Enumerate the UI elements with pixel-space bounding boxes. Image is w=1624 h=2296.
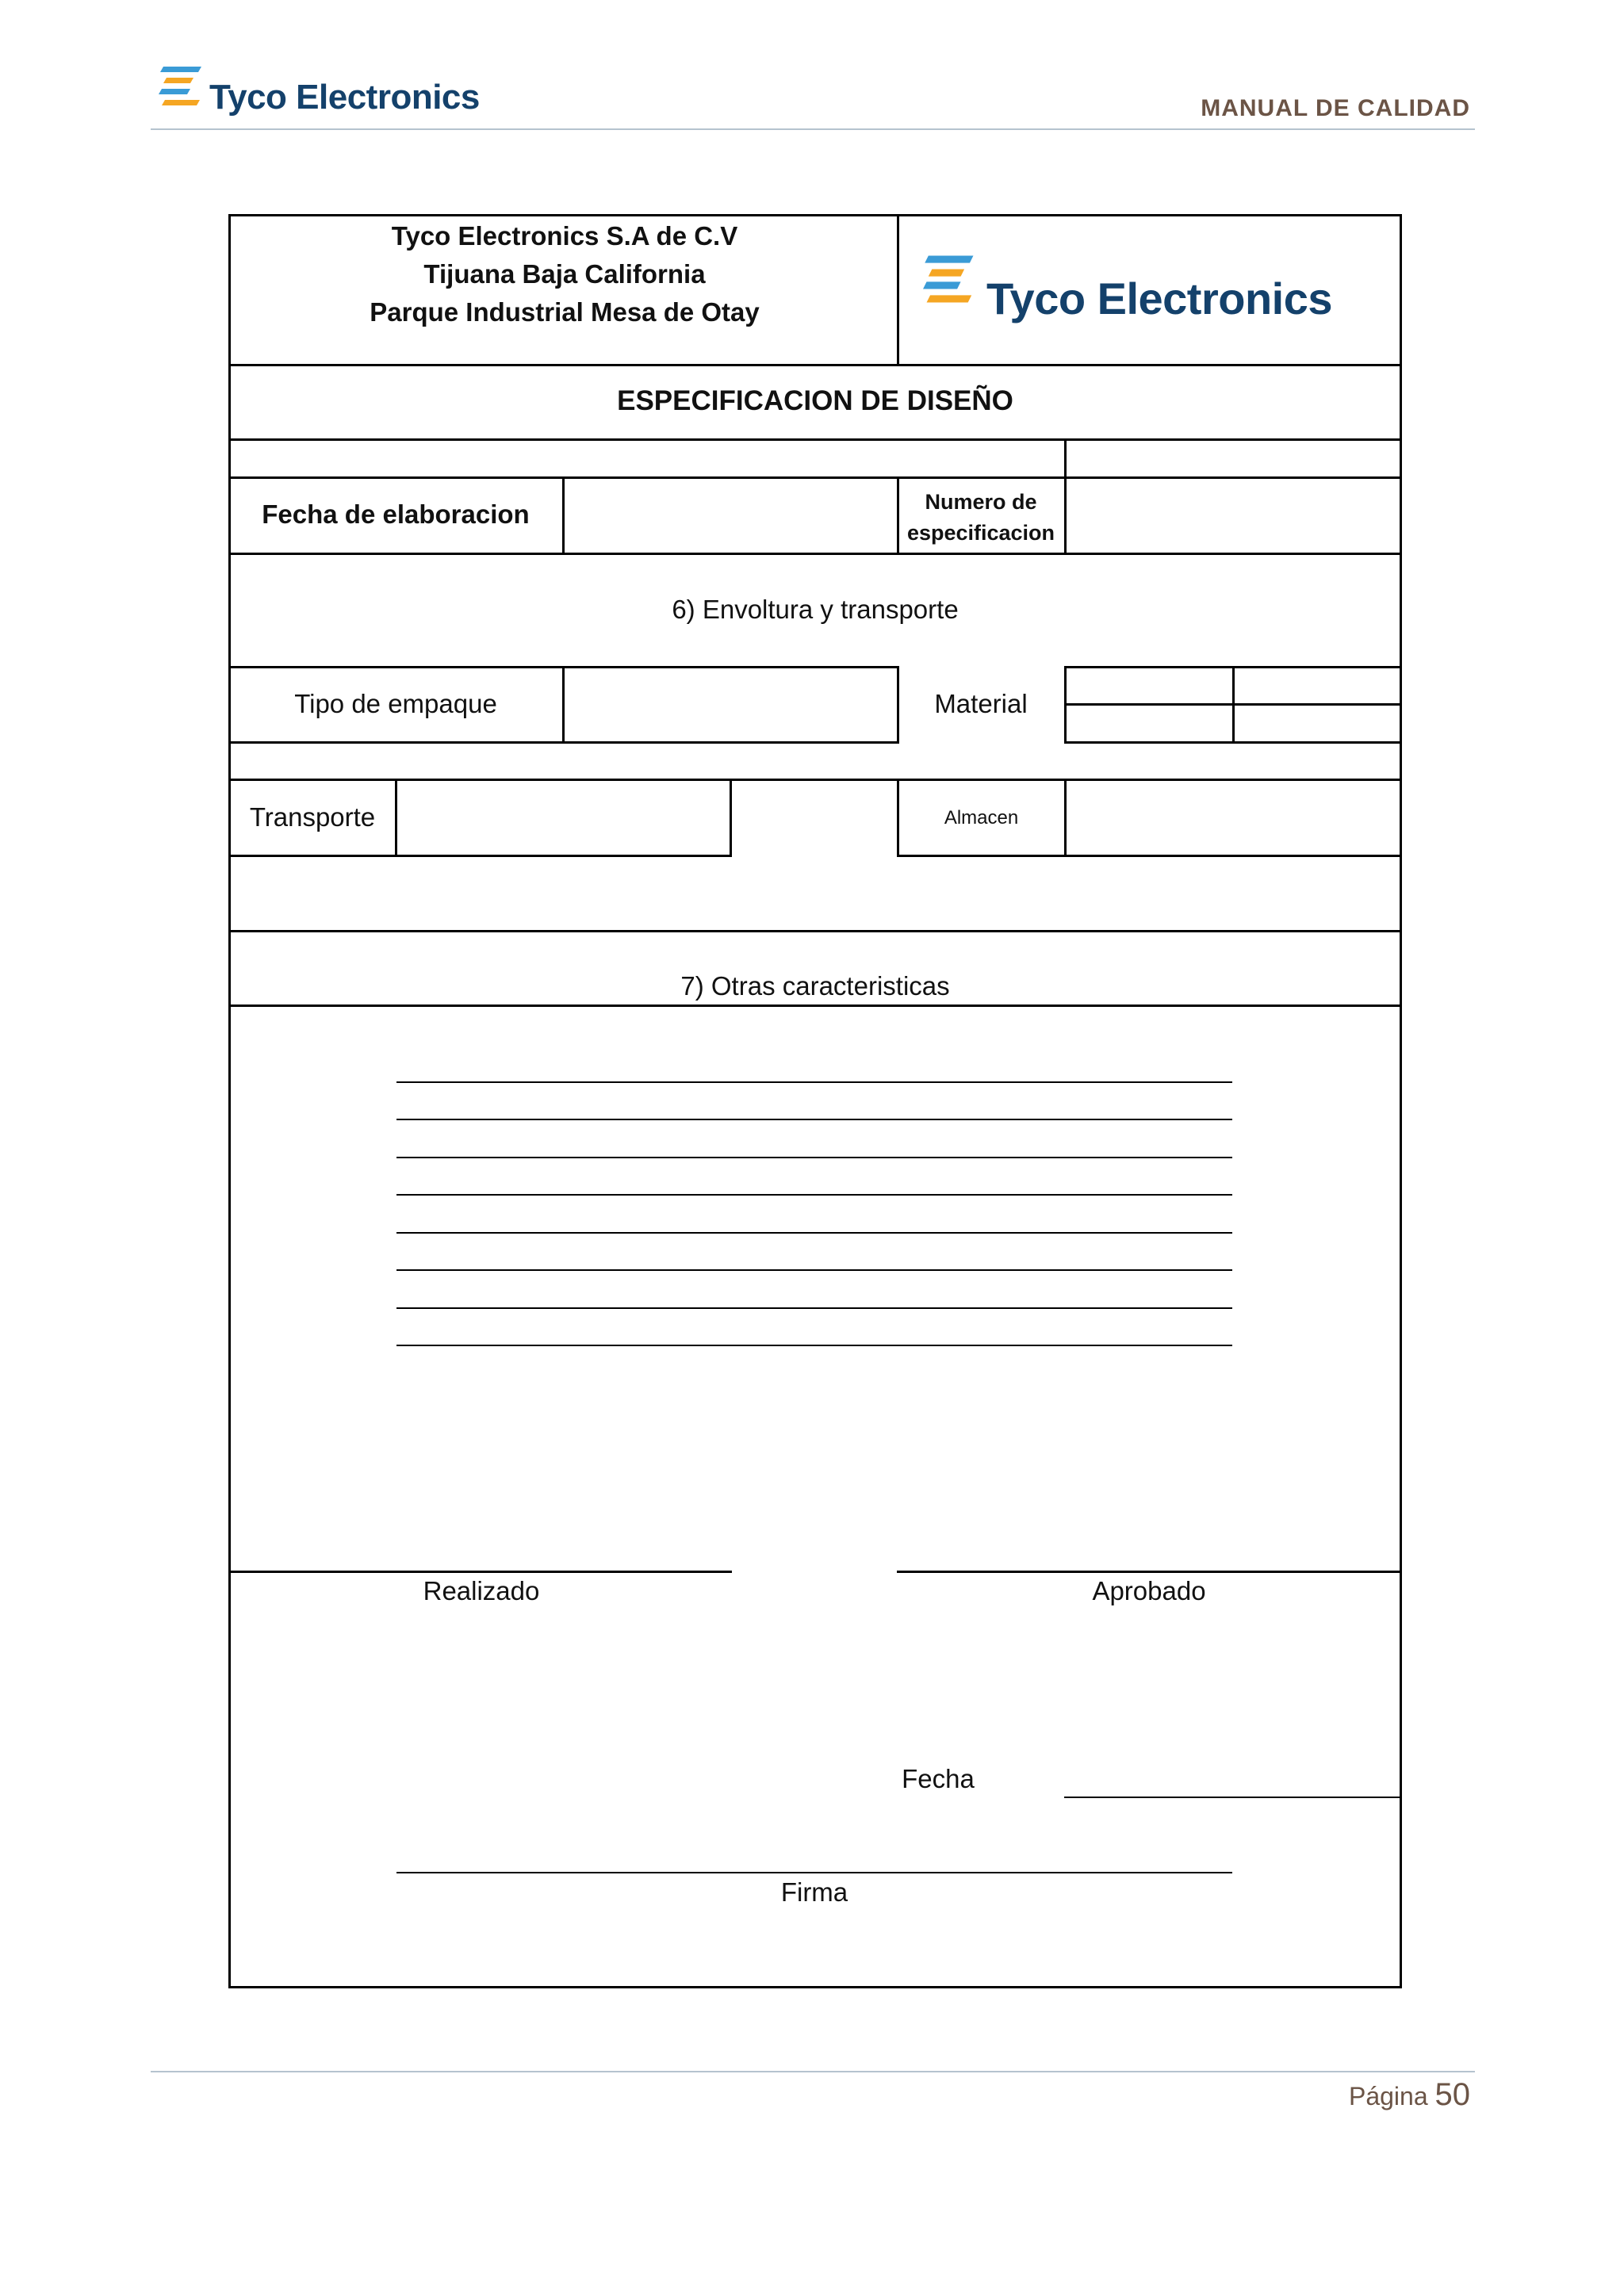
aprobado-signature-line[interactable] bbox=[897, 1571, 1402, 1573]
header-rule bbox=[151, 128, 1475, 130]
writing-line[interactable] bbox=[396, 1307, 1232, 1309]
page-number bbox=[1349, 2077, 1470, 2113]
writing-line[interactable] bbox=[396, 1345, 1232, 1346]
writing-line[interactable] bbox=[396, 1081, 1232, 1083]
realizado-signature-line[interactable] bbox=[228, 1571, 732, 1573]
realizado-label: Realizado bbox=[423, 1576, 540, 1605]
page-word: Página bbox=[1348, 2082, 1428, 2110]
tipo-empaque-label: Tipo de empaque bbox=[294, 689, 497, 718]
company-info bbox=[230, 217, 899, 331]
form-logo-text: Tyco Electronics bbox=[986, 274, 1333, 323]
numero-especificacion-field[interactable] bbox=[1067, 479, 1400, 553]
writing-line[interactable] bbox=[396, 1157, 1232, 1158]
material-cell[interactable] bbox=[1235, 668, 1400, 703]
document-title: MANUAL DE CALIDAD bbox=[1201, 95, 1470, 121]
footer-rule bbox=[151, 2071, 1475, 2072]
section-7-title: 7) Otras caracteristicas bbox=[680, 971, 950, 1001]
form-logo bbox=[920, 252, 1380, 331]
fecha-label: Fecha bbox=[902, 1764, 975, 1793]
transporte-label: Transporte bbox=[249, 802, 376, 832]
header-logo bbox=[159, 62, 492, 125]
fecha-line[interactable] bbox=[1064, 1797, 1402, 1798]
numero-especificacion-label-line2: especificacion bbox=[906, 521, 1055, 545]
transporte-field[interactable] bbox=[397, 781, 730, 855]
writing-line[interactable] bbox=[396, 1232, 1232, 1234]
material-label: Material bbox=[934, 689, 1028, 718]
almacen-label: Almacen bbox=[944, 807, 1019, 828]
section-6-title: 6) Envoltura y transporte bbox=[672, 595, 959, 624]
fecha-elaboracion-field[interactable] bbox=[565, 479, 896, 553]
company-park: Parque Industrial Mesa de Otay bbox=[370, 297, 760, 327]
tyco-logo-icon bbox=[159, 62, 206, 109]
firma-line[interactable] bbox=[396, 1872, 1232, 1873]
material-cell[interactable] bbox=[1067, 706, 1231, 741]
writing-line[interactable] bbox=[396, 1269, 1232, 1271]
material-cell[interactable] bbox=[1067, 668, 1231, 703]
writing-line[interactable] bbox=[396, 1194, 1232, 1196]
writing-line[interactable] bbox=[396, 1119, 1232, 1120]
company-name: Tyco Electronics S.A de C.V bbox=[391, 221, 738, 251]
numero-especificacion-label-line1: Numero de bbox=[925, 490, 1037, 514]
numero-especificacion-label bbox=[898, 487, 1063, 549]
almacen-field[interactable] bbox=[1067, 781, 1400, 855]
firma-label: Firma bbox=[780, 1877, 848, 1907]
aprobado-label: Aprobado bbox=[1092, 1576, 1206, 1605]
form-title: ESPECIFICACION DE DISEÑO bbox=[617, 385, 1013, 416]
tyco-logo-icon bbox=[920, 252, 980, 306]
fecha-elaboracion-label: Fecha de elaboracion bbox=[262, 499, 530, 529]
material-cell[interactable] bbox=[1235, 706, 1400, 741]
tipo-empaque-field[interactable] bbox=[565, 668, 896, 741]
company-city: Tijuana Baja California bbox=[423, 259, 706, 289]
header-logo-text: Tyco Electronics bbox=[209, 78, 480, 117]
page-number-value: 50 bbox=[1434, 2077, 1470, 2112]
